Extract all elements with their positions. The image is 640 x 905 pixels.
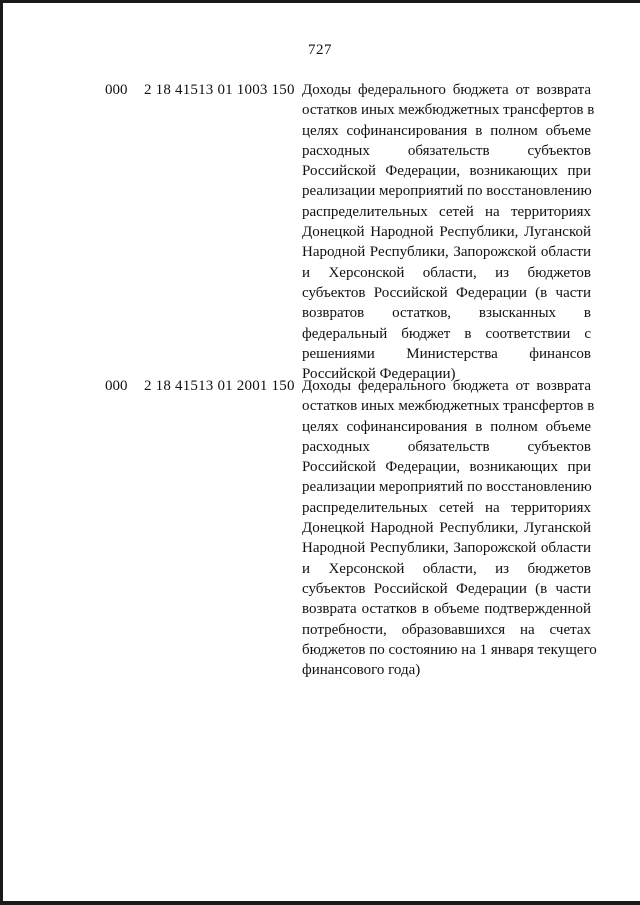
description-line: расходных обязательств субъектов	[302, 438, 591, 455]
description-line: Донецкой Народной Республики, Луганской	[302, 224, 591, 241]
description-line: Российской Федерации, возникающих при	[302, 459, 591, 476]
description-line: целях софинансирования в полном объеме	[302, 122, 591, 139]
description-line: субъектов Российской Федерации (в части	[302, 284, 591, 301]
description-line: Российской Федерации)	[302, 366, 456, 383]
page-edge-bottom	[0, 901, 640, 905]
description-line: финансового года)	[302, 662, 421, 679]
description-line: федеральный бюджет в соответствии с	[302, 325, 591, 342]
budget-classification-code: 2 18 41513 01 1003 150	[144, 82, 295, 98]
entry-description	[302, 80, 595, 384]
page-edge-left	[0, 0, 3, 905]
admin-code: 000	[105, 82, 128, 98]
entry-description	[302, 376, 597, 680]
description-line: субъектов Российской Федерации (в части	[302, 580, 591, 597]
description-line: возвратов остатков, взысканных в	[302, 305, 591, 322]
description-line: и Херсонской области, из бюджетов	[302, 560, 591, 577]
description-line: решениями Министерства финансов	[302, 345, 591, 362]
description-line: целях софинансирования в полном объеме	[302, 418, 591, 435]
description-line: реализации мероприятий по восстановлению	[302, 479, 592, 496]
description-line: расходных обязательств субъектов	[302, 142, 591, 159]
page-edge-top	[0, 0, 640, 3]
description-line: потребности, образовавшихся на счетах	[302, 621, 591, 638]
admin-code: 000	[105, 378, 128, 394]
description-line: Донецкой Народной Республики, Луганской	[302, 520, 591, 537]
description-line: реализации мероприятий по восстановлению	[302, 183, 592, 200]
page-number: 727	[308, 42, 332, 58]
description-line: распределительных сетей на территориях	[302, 203, 591, 220]
description-line: остатков иных межбюджетных трансфертов в	[302, 102, 595, 119]
description-line: остатков иных межбюджетных трансфертов в	[302, 398, 595, 415]
budget-classification-code: 2 18 41513 01 2001 150	[144, 378, 295, 394]
description-line: Российской Федерации, возникающих при	[302, 163, 591, 180]
description-line: Доходы федерального бюджета от возврата	[302, 378, 591, 394]
description-line: Народной Республики, Запорожской области	[302, 244, 591, 261]
description-line: Доходы федерального бюджета от возврата	[302, 82, 591, 98]
description-line: возврата остатков в объеме подтвержденной	[302, 601, 591, 618]
description-line: распределительных сетей на территориях	[302, 499, 591, 516]
description-line: и Херсонской области, из бюджетов	[302, 264, 591, 281]
description-line: Народной Республики, Запорожской области	[302, 540, 591, 557]
description-line: бюджетов по состоянию на 1 января текущего	[302, 641, 597, 658]
